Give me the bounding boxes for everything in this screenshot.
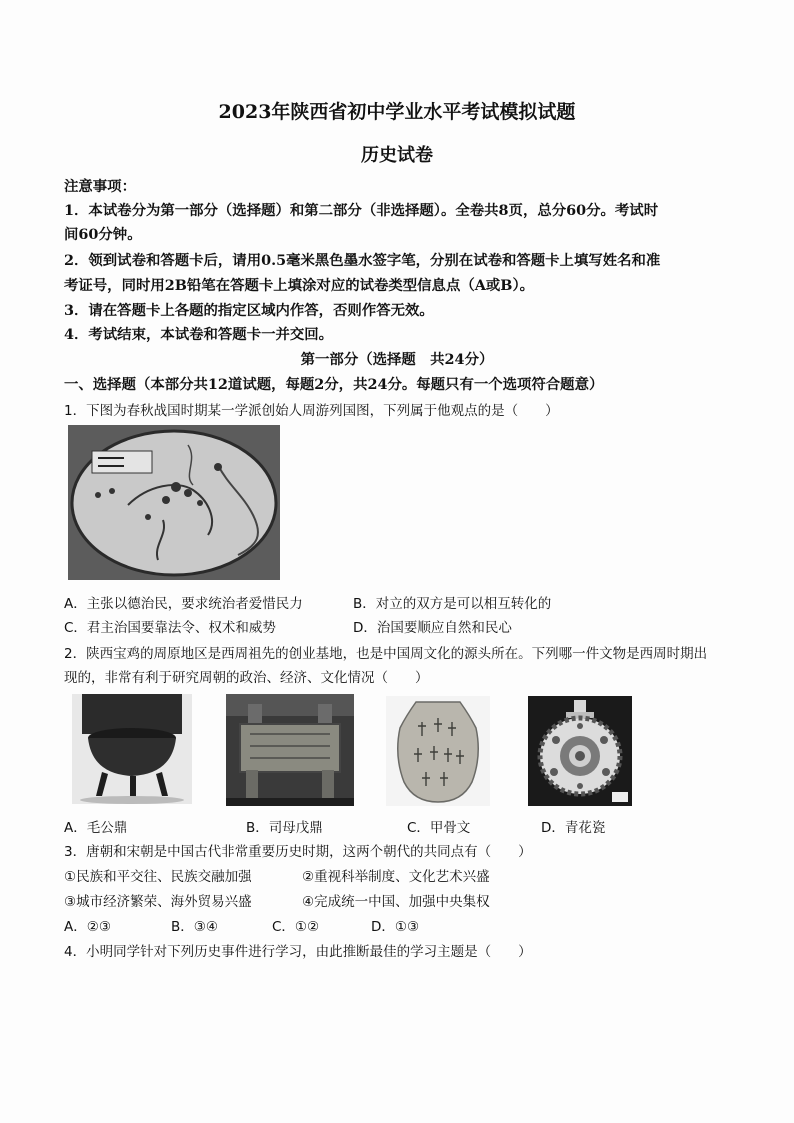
question-4-stem: 4．小明同学针对下列历史事件进行学习，由此推断最佳的学习主题是（ ） bbox=[64, 944, 532, 960]
question-2-option-a[interactable]: A．毛公鼎 bbox=[64, 820, 128, 836]
notice-line: 1．本试卷分为第一部分（选择题）和第二部分（非选择题）。全卷共8页，总分60分。考试时 bbox=[64, 202, 659, 219]
question-1-option-d[interactable]: D．治国要顺应自然和民心 bbox=[353, 620, 512, 636]
notice-line: 4．考试结束，本试卷和答题卡一并交回。 bbox=[64, 326, 334, 343]
question-1-stem: 1．下图为春秋战国时期某一学派创始人周游列国图，下列属于他观点的是（ ） bbox=[64, 403, 559, 419]
question-3-item-1: ①民族和平交往、民族交融加强 bbox=[64, 869, 252, 885]
question-3-option-d[interactable]: D．①③ bbox=[371, 919, 420, 935]
question-2-option-c[interactable]: C．甲骨文 bbox=[407, 820, 471, 836]
blue-white-porcelain-image bbox=[528, 696, 632, 806]
part1-heading: 第一部分（选择题 共24分） bbox=[300, 351, 494, 368]
notice-line: 间60分钟。 bbox=[64, 226, 142, 243]
question-1-option-b[interactable]: B．对立的双方是可以相互转化的 bbox=[353, 596, 552, 612]
question-2-stem-line1: 2．陕西宝鸡的周原地区是西周祖先的创业基地，也是中国周文化的源头所在。下列哪一件文物是西周时期出 bbox=[64, 646, 708, 662]
question-1-option-c[interactable]: C．君主治国要靠法令、权术和威势 bbox=[64, 620, 276, 636]
section-heading: 一、选择题（本部分共12道试题，每题2分，共24分。每题只有一个选项符合题意） bbox=[64, 376, 604, 393]
question-3-item-2: ②重视科举制度、文化艺术兴盛 bbox=[302, 869, 490, 885]
question-2-option-d[interactable]: D．青花瓷 bbox=[541, 820, 606, 836]
oracle-bone-image bbox=[386, 696, 490, 806]
notice-line: 2．领到试卷和答题卡后，请用0.5毫米黑色墨水签字笔，分别在试卷和答题卡上填写姓名和准 bbox=[64, 252, 661, 269]
question-2-stem-line2: 现的，非常有利于研究周朝的政治、经济、文化情况（ ） bbox=[64, 670, 429, 686]
question-3-item-3: ③城市经济繁荣、海外贸易兴盛 bbox=[64, 894, 252, 910]
question-3-option-c[interactable]: C．①② bbox=[272, 919, 320, 935]
notice-line: 3．请在答题卡上各题的指定区域内作答，否则作答无效。 bbox=[64, 302, 434, 319]
question-2-option-b[interactable]: B．司母戊鼎 bbox=[246, 820, 323, 836]
question-3-option-b[interactable]: B．③④ bbox=[171, 919, 218, 935]
question-3-stem: 3．唐朝和宋朝是中国古代非常重要历史时期，这两个朝代的共同点有（ ） bbox=[64, 844, 532, 860]
simuwu-ding-image bbox=[226, 694, 354, 806]
travel-map-image bbox=[68, 425, 280, 580]
exam-title: 2023年陕西省初中学业水平考试模拟试题 bbox=[218, 101, 576, 123]
maogong-ding-image bbox=[72, 694, 192, 804]
exam-subtitle: 历史试卷 bbox=[361, 145, 433, 166]
question-3-option-a[interactable]: A．②③ bbox=[64, 919, 111, 935]
question-3-item-4: ④完成统一中国、加强中央集权 bbox=[302, 894, 490, 910]
notice-heading: 注意事项： bbox=[64, 178, 136, 195]
notice-line: 考证号，同时用2B铅笔在答题卡上填涂对应的试卷类型信息点（A或B）。 bbox=[64, 277, 535, 294]
question-1-option-a[interactable]: A．主张以德治民，要求统治者爱惜民力 bbox=[64, 596, 303, 612]
